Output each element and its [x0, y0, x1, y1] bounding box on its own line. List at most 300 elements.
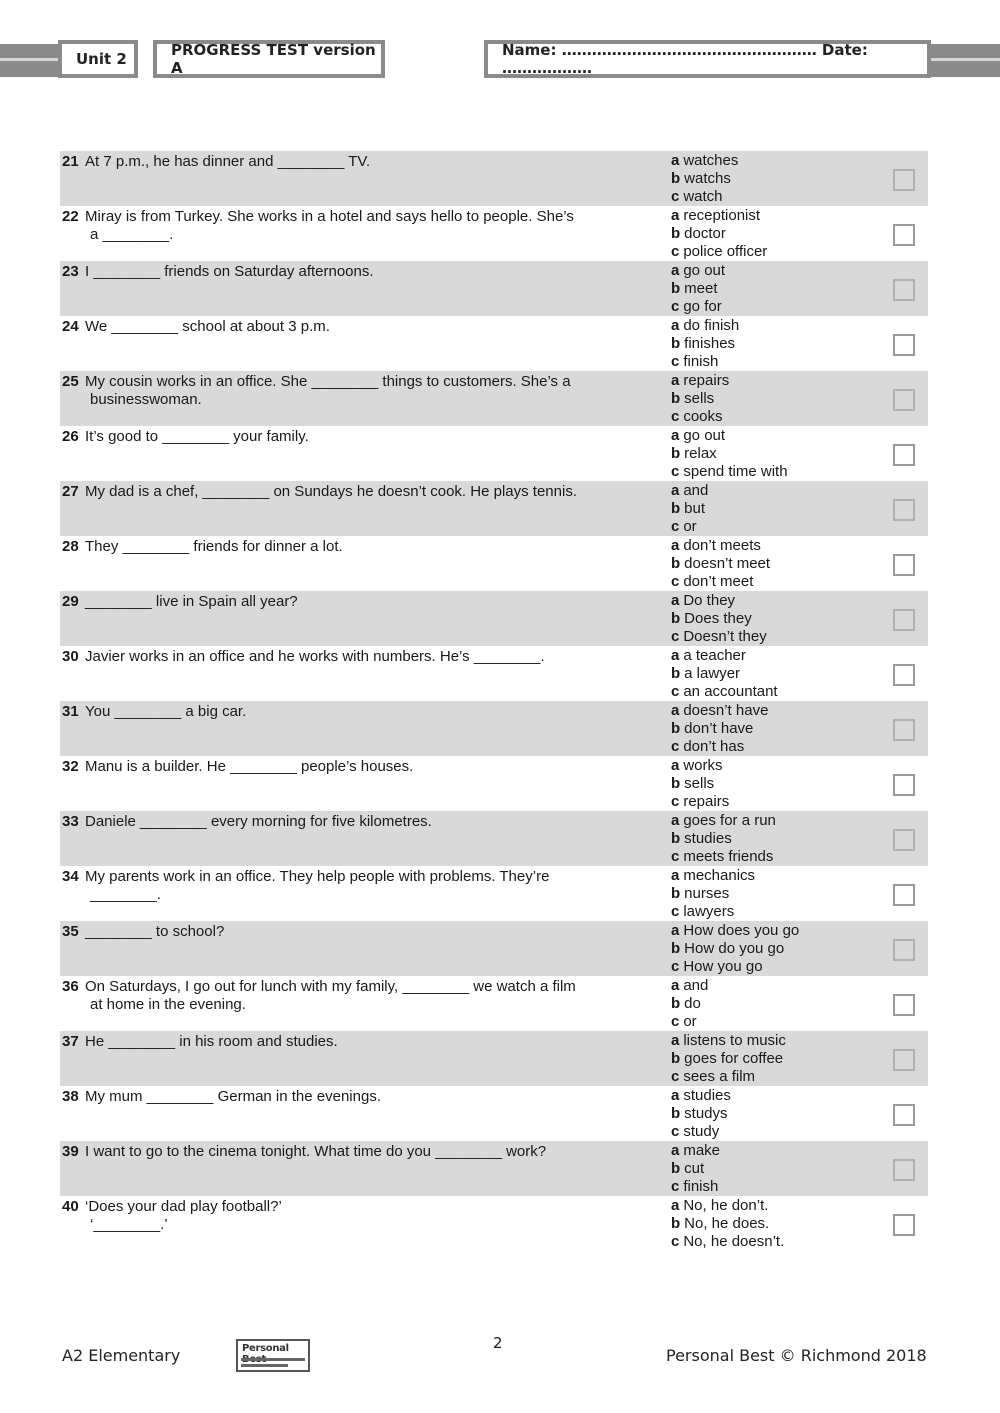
option-letter: b: [671, 1105, 681, 1123]
answer-checkbox[interactable]: [893, 1049, 915, 1071]
option-letter: c: [671, 958, 680, 976]
option-text: How does you go: [683, 922, 800, 939]
option-letter: c: [671, 1068, 680, 1086]
answer-option: [671, 738, 871, 756]
option-text: receptionist: [683, 207, 761, 224]
answer-option: [671, 1215, 871, 1233]
question-text: [62, 1143, 627, 1161]
option-text: an accountant: [683, 683, 778, 701]
question-row: [60, 151, 928, 206]
answer-checkbox[interactable]: [893, 1104, 915, 1126]
option-text: studys: [684, 1105, 728, 1123]
answer-checkbox[interactable]: [893, 609, 915, 631]
question-line: On Saturdays, I go out for lunch with my family, ________ we watch a film: [85, 978, 576, 995]
answer-option: [671, 445, 871, 463]
answer-option: [671, 1123, 871, 1141]
question-line: You ________ a big car.: [85, 703, 247, 720]
answer-option: [671, 170, 871, 188]
personal-best-logo: [236, 1339, 310, 1372]
question-number: 31: [62, 703, 79, 720]
unit-label: [58, 40, 138, 78]
option-letter: a: [671, 592, 680, 609]
answer-option: [671, 482, 871, 500]
answer-options: [671, 1032, 871, 1087]
option-letter: b: [671, 995, 681, 1013]
answer-option: [671, 1142, 871, 1160]
question-number: 40: [62, 1198, 79, 1215]
option-letter: a: [671, 537, 680, 554]
option-text: do: [684, 995, 701, 1013]
answer-option: [671, 665, 871, 683]
option-text: relax: [684, 445, 717, 463]
option-text: don’t has: [683, 738, 745, 756]
answer-option: [671, 225, 871, 243]
question-row: [60, 261, 928, 316]
question-line: He ________ in his room and studies.: [85, 1033, 338, 1050]
answer-option: [671, 1032, 871, 1050]
option-letter: c: [671, 1233, 680, 1251]
question-row: [60, 976, 928, 1031]
question-number: 23: [62, 263, 79, 280]
answer-options: [671, 372, 871, 427]
option-letter: a: [671, 262, 680, 279]
answer-checkbox[interactable]: [893, 1214, 915, 1236]
answer-checkbox[interactable]: [893, 1159, 915, 1181]
answer-checkbox[interactable]: [893, 554, 915, 576]
question-line: We ________ school at about 3 p.m.: [85, 318, 330, 335]
answer-option: [671, 830, 871, 848]
answer-checkbox[interactable]: [893, 444, 915, 466]
question-line-continued: ‘________.’: [90, 1216, 168, 1233]
logo-text: Personal: [242, 1343, 289, 1354]
question-number: 22: [62, 208, 79, 225]
answer-option: [671, 427, 871, 445]
answer-option: [671, 977, 871, 995]
answer-checkbox[interactable]: [893, 334, 915, 356]
question-line: Javier works in an office and he works with numbers. He’s ________.: [85, 648, 545, 665]
option-letter: a: [671, 1032, 680, 1049]
option-text: Do they: [683, 592, 736, 609]
option-letter: a: [671, 482, 680, 499]
answer-options: [671, 317, 871, 372]
question-text: [62, 648, 627, 666]
option-text: police officer: [683, 243, 768, 261]
option-text: watchs: [684, 170, 731, 188]
option-text: doesn’t have: [683, 702, 769, 719]
question-number: 24: [62, 318, 79, 335]
option-text: and: [683, 482, 709, 499]
question-number: 37: [62, 1033, 79, 1050]
answer-options: [671, 482, 871, 537]
option-text: or: [683, 518, 697, 536]
option-text: watch: [683, 188, 723, 206]
option-text: finish: [683, 353, 719, 371]
question-line: ‘Does your dad play football?’: [85, 1198, 282, 1215]
option-letter: a: [671, 207, 680, 224]
answer-option: [671, 793, 871, 811]
answer-option: [671, 408, 871, 426]
answer-option: [671, 1068, 871, 1086]
answer-option: [671, 207, 871, 225]
option-text: go out: [683, 262, 726, 279]
answer-options: [671, 867, 871, 922]
question-line: They ________ friends for dinner a lot.: [85, 538, 343, 555]
question-number: 35: [62, 923, 79, 940]
question-line: I ________ friends on Saturday afternoons.: [85, 263, 374, 280]
answer-option: [671, 280, 871, 298]
footer-level: A2 Elementary: [62, 1346, 181, 1365]
option-letter: b: [671, 280, 681, 298]
test-title: [153, 40, 385, 78]
answer-options: [671, 592, 871, 647]
answer-option: [671, 1050, 871, 1068]
name-date-field[interactable]: [484, 40, 931, 78]
answer-option: [671, 1233, 871, 1251]
question-number: 28: [62, 538, 79, 555]
option-letter: b: [671, 170, 681, 188]
question-text: [62, 978, 627, 1014]
question-number: 26: [62, 428, 79, 445]
option-text: No, he don’t.: [683, 1197, 769, 1214]
option-letter: a: [671, 152, 680, 169]
question-row: [60, 811, 928, 866]
answer-options: [671, 1197, 871, 1252]
question-row: [60, 371, 928, 426]
answer-option: [671, 317, 871, 335]
option-text: How you go: [683, 958, 763, 976]
question-text: [62, 153, 627, 171]
option-letter: a: [671, 977, 680, 994]
option-text: cut: [684, 1160, 705, 1178]
question-line-continued: at home in the evening.: [90, 996, 246, 1013]
option-text: spend time with: [683, 463, 788, 481]
question-line: My mum ________ German in the evenings.: [85, 1088, 381, 1105]
question-row: [60, 1031, 928, 1086]
option-text: sells: [684, 775, 715, 793]
option-text: meets friends: [683, 848, 774, 866]
question-text: [62, 208, 627, 244]
option-letter: a: [671, 757, 680, 774]
answer-option: [671, 848, 871, 866]
answer-checkbox[interactable]: [893, 499, 915, 521]
question-number: 32: [62, 758, 79, 775]
option-letter: c: [671, 463, 680, 481]
question-row: [60, 536, 928, 591]
question-text: [62, 593, 627, 611]
answer-option: [671, 1178, 871, 1196]
option-text: repairs: [683, 372, 730, 389]
answer-option: [671, 335, 871, 353]
option-text: make: [683, 1142, 721, 1159]
question-row: [60, 1141, 928, 1196]
question-row: [60, 426, 928, 481]
answer-option: [671, 683, 871, 701]
option-text: go for: [683, 298, 722, 316]
question-number: 38: [62, 1088, 79, 1105]
question-text: [62, 868, 627, 904]
question-list: [60, 151, 928, 1251]
option-text: study: [683, 1123, 720, 1141]
option-text: doctor: [684, 225, 726, 243]
option-text: but: [684, 500, 706, 518]
option-letter: c: [671, 188, 680, 206]
option-letter: b: [671, 555, 681, 573]
answer-options: [671, 647, 871, 702]
option-text: nurses: [684, 885, 730, 903]
question-number: 36: [62, 978, 79, 995]
option-text: a lawyer: [684, 665, 741, 683]
option-letter: a: [671, 317, 680, 334]
answer-option: [671, 757, 871, 775]
question-line-continued: a ________.: [90, 226, 174, 243]
answer-options: [671, 977, 871, 1032]
option-letter: c: [671, 738, 680, 756]
option-letter: a: [671, 922, 680, 939]
option-text: How do you go: [684, 940, 785, 958]
answer-options: [671, 262, 871, 317]
answer-options: [671, 427, 871, 482]
option-text: sees a film: [683, 1068, 756, 1086]
answer-checkbox[interactable]: [893, 829, 915, 851]
page-number: 2: [493, 1334, 503, 1352]
answer-option: [671, 188, 871, 206]
answer-options: [671, 1087, 871, 1142]
option-text: cooks: [683, 408, 723, 426]
question-line: Manu is a builder. He ________ people’s houses.: [85, 758, 414, 775]
logo-stripe: [241, 1358, 305, 1361]
answer-options: [671, 152, 871, 207]
answer-option: [671, 390, 871, 408]
option-letter: b: [671, 1215, 681, 1233]
option-text: goes for a run: [683, 812, 776, 829]
answer-option: [671, 537, 871, 555]
answer-option: [671, 152, 871, 170]
test-title-text: PROGRESS TEST version A: [171, 41, 376, 77]
answer-checkbox[interactable]: [893, 224, 915, 246]
option-letter: b: [671, 885, 681, 903]
question-row: [60, 646, 928, 701]
question-number: 30: [62, 648, 79, 665]
option-letter: b: [671, 335, 681, 353]
option-letter: b: [671, 775, 681, 793]
question-line: My cousin works in an office. She ________ things to customers. She’s a: [85, 373, 571, 390]
option-letter: b: [671, 1160, 681, 1178]
answer-option: [671, 1105, 871, 1123]
question-row: [60, 316, 928, 371]
answer-checkbox[interactable]: [893, 169, 915, 191]
option-letter: b: [671, 225, 681, 243]
question-text: [62, 1033, 627, 1051]
option-text: Doesn’t they: [683, 628, 767, 646]
answer-checkbox[interactable]: [893, 389, 915, 411]
question-row: [60, 1196, 928, 1251]
answer-options: [671, 207, 871, 262]
logo-stripe: [241, 1364, 288, 1367]
option-letter: b: [671, 940, 681, 958]
option-text: don’t meet: [683, 573, 754, 591]
option-text: and: [683, 977, 709, 994]
header-bar-left: [0, 44, 58, 77]
option-text: a teacher: [683, 647, 746, 664]
option-letter: c: [671, 793, 680, 811]
question-line: It’s good to ________ your family.: [85, 428, 309, 445]
option-text: mechanics: [683, 867, 756, 884]
answer-option: [671, 775, 871, 793]
question-line: Daniele ________ every morning for five kilometres.: [85, 813, 432, 830]
option-letter: c: [671, 408, 680, 426]
answer-option: [671, 885, 871, 903]
question-text: [62, 758, 627, 776]
answer-option: [671, 298, 871, 316]
question-line: ________ live in Spain all year?: [85, 593, 298, 610]
option-letter: a: [671, 647, 680, 664]
option-text: repairs: [683, 793, 730, 811]
answer-option: [671, 353, 871, 371]
option-letter: c: [671, 518, 680, 536]
option-letter: a: [671, 1142, 680, 1159]
answer-checkbox[interactable]: [893, 664, 915, 686]
option-text: goes for coffee: [684, 1050, 784, 1068]
option-text: finishes: [684, 335, 736, 353]
header-bar-right: [930, 44, 1000, 77]
answer-option: [671, 1013, 871, 1031]
option-letter: b: [671, 500, 681, 518]
option-letter: a: [671, 867, 680, 884]
unit-text: Unit 2: [76, 50, 127, 68]
option-text: studies: [683, 1087, 731, 1104]
answer-option: [671, 647, 871, 665]
question-text: [62, 813, 627, 831]
answer-option: [671, 592, 871, 610]
option-text: doesn’t meet: [684, 555, 771, 573]
option-text: don’t have: [684, 720, 754, 738]
option-text: don’t meets: [683, 537, 761, 554]
option-letter: c: [671, 683, 680, 701]
answer-checkbox[interactable]: [893, 884, 915, 906]
question-line-continued: businesswoman.: [90, 391, 202, 408]
question-line-continued: ________.: [90, 886, 161, 903]
answer-option: [671, 995, 871, 1013]
option-letter: a: [671, 1087, 680, 1104]
answer-option: [671, 262, 871, 280]
option-letter: b: [671, 665, 681, 683]
option-letter: b: [671, 610, 681, 628]
question-text: [62, 1088, 627, 1106]
option-letter: c: [671, 1178, 680, 1196]
name-date-text: Name: …………………………………………… Date: ………………: [502, 41, 868, 77]
question-text: [62, 1198, 627, 1234]
answer-checkbox[interactable]: [893, 939, 915, 961]
question-number: 21: [62, 153, 79, 170]
option-text: Does they: [684, 610, 752, 628]
question-number: 33: [62, 813, 79, 830]
answer-options: [671, 812, 871, 867]
option-letter: a: [671, 1197, 680, 1214]
question-line: I want to go to the cinema tonight. What time do you ________ work?: [85, 1143, 547, 1160]
question-row: [60, 756, 928, 811]
option-letter: a: [671, 812, 680, 829]
option-text: watches: [683, 152, 739, 169]
option-letter: c: [671, 848, 680, 866]
question-line: Miray is from Turkey. She works in a hotel and says hello to people. She’s: [85, 208, 574, 225]
question-row: [60, 481, 928, 536]
option-letter: c: [671, 243, 680, 261]
answer-option: [671, 372, 871, 390]
answer-option: [671, 573, 871, 591]
answer-options: [671, 757, 871, 812]
question-text: [62, 318, 627, 336]
answer-checkbox[interactable]: [893, 774, 915, 796]
answer-option: [671, 812, 871, 830]
footer-copyright: Personal Best © Richmond 2018: [666, 1346, 927, 1365]
answer-option: [671, 518, 871, 536]
option-letter: b: [671, 445, 681, 463]
option-letter: b: [671, 720, 681, 738]
question-number: 39: [62, 1143, 79, 1160]
question-row: [60, 591, 928, 646]
option-letter: c: [671, 298, 680, 316]
option-text: listens to music: [683, 1032, 786, 1049]
question-number: 27: [62, 483, 79, 500]
option-letter: c: [671, 903, 680, 921]
question-text: [62, 483, 627, 501]
question-row: [60, 1086, 928, 1141]
answer-option: [671, 940, 871, 958]
question-line: At 7 p.m., he has dinner and ________ TV.: [85, 153, 371, 170]
option-text: do finish: [683, 317, 740, 334]
option-text: studies: [684, 830, 732, 848]
option-letter: c: [671, 573, 680, 591]
option-text: meet: [684, 280, 718, 298]
answer-option: [671, 500, 871, 518]
option-letter: c: [671, 1013, 680, 1031]
answer-checkbox[interactable]: [893, 994, 915, 1016]
option-text: or: [683, 1013, 697, 1031]
question-text: [62, 923, 627, 941]
answer-option: [671, 610, 871, 628]
option-text: works: [683, 757, 723, 774]
question-text: [62, 263, 627, 281]
question-row: [60, 206, 928, 261]
answer-options: [671, 922, 871, 977]
answer-checkbox[interactable]: [893, 719, 915, 741]
question-line: My dad is a chef, ________ on Sundays he doesn’t cook. He plays tennis.: [85, 483, 577, 500]
question-row: [60, 866, 928, 921]
question-row: [60, 701, 928, 756]
option-letter: b: [671, 830, 681, 848]
option-letter: a: [671, 427, 680, 444]
option-letter: a: [671, 702, 680, 719]
answer-option: [671, 958, 871, 976]
option-letter: b: [671, 390, 681, 408]
option-text: finish: [683, 1178, 719, 1196]
option-text: sells: [684, 390, 715, 408]
answer-options: [671, 1142, 871, 1197]
answer-checkbox[interactable]: [893, 279, 915, 301]
option-letter: b: [671, 1050, 681, 1068]
question-text: [62, 428, 627, 446]
question-line: ________ to school?: [85, 923, 225, 940]
answer-option: [671, 1197, 871, 1215]
answer-option: [671, 628, 871, 646]
option-text: No, he doesn’t.: [683, 1233, 785, 1251]
question-text: [62, 703, 627, 721]
answer-option: [671, 243, 871, 261]
option-letter: c: [671, 1123, 680, 1141]
option-letter: a: [671, 372, 680, 389]
option-letter: c: [671, 628, 680, 646]
option-text: lawyers: [683, 903, 735, 921]
